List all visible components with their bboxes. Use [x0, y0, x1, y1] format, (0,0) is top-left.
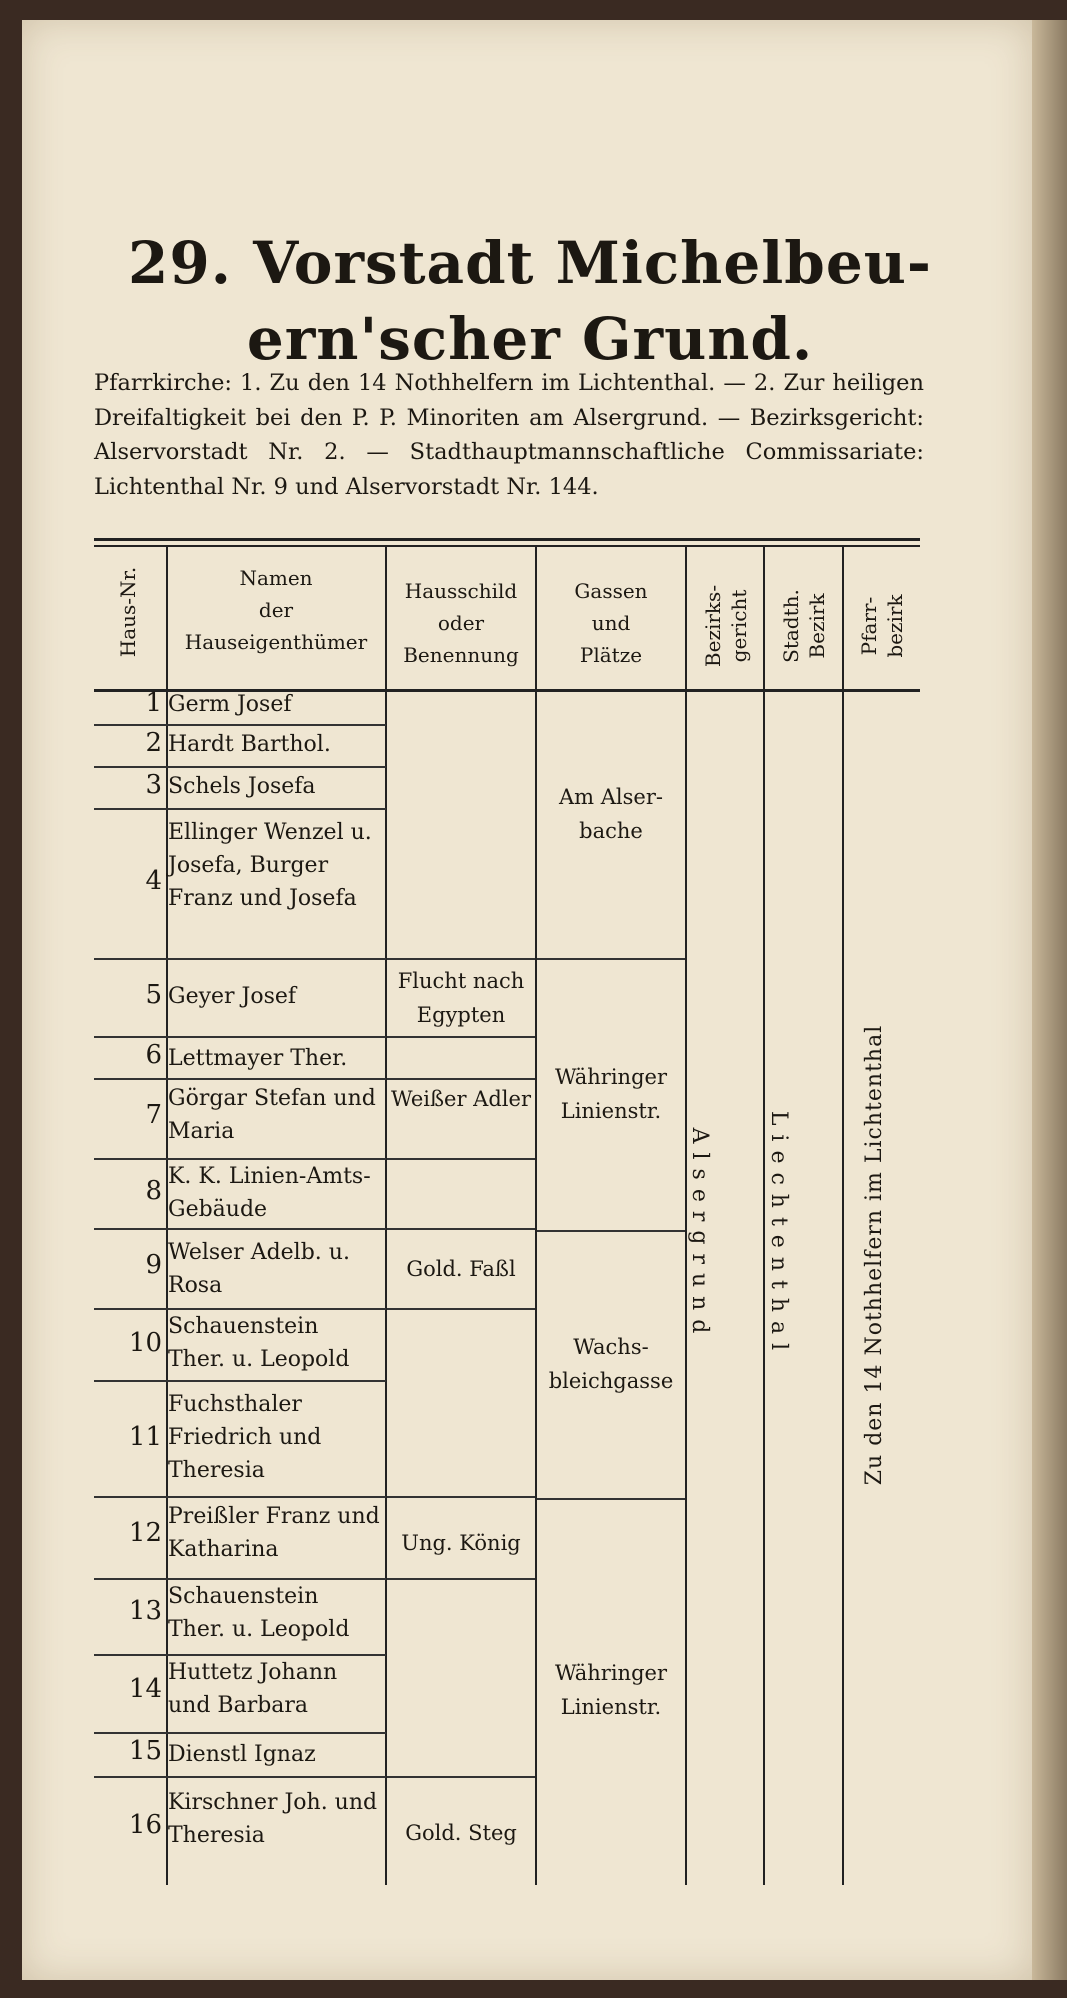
header-district: Stadth. Bezirk — [779, 589, 829, 663]
sign-sep — [387, 958, 535, 960]
row-sep — [94, 1228, 386, 1230]
owner-name: K. K. Linien-Amts-Gebäude — [168, 1164, 371, 1222]
house-number: 15 — [128, 1736, 162, 1766]
house-number: 13 — [128, 1596, 162, 1626]
page-edge — [1032, 20, 1067, 1980]
sign-sep — [387, 1228, 535, 1230]
house-number: 1 — [145, 688, 162, 718]
house-sign: Weißer Adler — [391, 1087, 531, 1111]
table-top-rule-2 — [94, 545, 920, 547]
header-house-no: Haus-Nr. — [116, 566, 140, 658]
row-sep — [94, 1732, 386, 1734]
house-number: 4 — [145, 866, 162, 896]
house-sign: Gold. Steg — [405, 1821, 517, 1845]
street-name: Währinger Linienstr. — [555, 1065, 667, 1123]
owner-name: Ellinger Wenzel u. Josefa, Burger Franz und Josefa — [168, 820, 372, 911]
owner-name: Dienstl Ignaz — [168, 1742, 316, 1767]
parish-value: Zu den 14 Nothhelfern im Lichtenthal — [862, 1024, 887, 1486]
header-streets: Gassen und Plätze — [574, 579, 648, 667]
house-number: 9 — [145, 1250, 162, 1280]
house-number: 8 — [145, 1176, 162, 1206]
court-value: Alsergrund — [687, 1127, 712, 1343]
street-name: Wachs-bleichgasse — [548, 1335, 674, 1393]
title-line-2: ern'scher Grund. — [246, 305, 814, 373]
sign-sep — [387, 1158, 535, 1160]
owner-name: Geyer Josef — [168, 984, 297, 1009]
sign-sep — [387, 1496, 535, 1498]
owner-name: Schauenstein Ther. u. Leopold — [168, 1584, 350, 1642]
header-court: Bezirks- gericht — [701, 584, 751, 668]
owner-name: Schels Josefa — [168, 774, 316, 799]
col-line-2 — [385, 545, 387, 1885]
owner-name: Kirschner Joh. und Theresia — [168, 1790, 378, 1848]
house-number: 16 — [128, 1810, 162, 1840]
sign-sep — [387, 1308, 535, 1310]
row-sep — [94, 1036, 386, 1038]
street-name: Am Alser-bache — [559, 785, 663, 843]
owner-name: Huttetz Johann und Barbara — [168, 1660, 338, 1718]
owner-name: Schauenstein Ther. u. Leopold — [168, 1314, 350, 1372]
house-number: 6 — [145, 1040, 162, 1070]
house-number: 10 — [128, 1328, 162, 1358]
header-owners: Namen der Hauseigenthümer — [184, 566, 368, 654]
row-sep — [94, 1776, 386, 1778]
district-value: Liechtenthal — [766, 1110, 791, 1360]
owner-name: Fuchsthaler Friedrich und Theresia — [168, 1392, 322, 1483]
owner-name: Hardt Barthol. — [168, 732, 331, 757]
house-sign: Ung. König — [401, 1531, 521, 1555]
row-sep — [94, 1380, 386, 1382]
house-number: 7 — [145, 1100, 162, 1130]
sign-sep — [387, 1036, 535, 1038]
street-sep — [537, 1230, 685, 1232]
table-top-rule — [94, 538, 920, 541]
sign-sep — [387, 1578, 535, 1580]
sign-sep — [387, 1078, 535, 1080]
house-number: 11 — [128, 1422, 162, 1452]
house-number: 14 — [128, 1674, 162, 1704]
row-sep — [94, 766, 386, 768]
col-line-6 — [842, 545, 844, 1885]
intro-paragraph: Pfarrkirche: 1. Zu den 14 Nothhelfern im Lichtenthal. — 2. Zur heiligen Dreifaltigkeit bei den P. P. Minoriten am Alsergrund. — Bezirksgericht: Alservorstadt Nr. 2. — Stadthauptmannschaftliche Commissariate: Lichtenthal Nr. 9 und Alservorstadt Nr. 144. — [94, 370, 924, 500]
header-parish: Pfarr- bezirk — [857, 594, 907, 658]
house-number: 2 — [145, 728, 162, 758]
row-sep — [94, 808, 386, 810]
owner-name: Germ Josef — [168, 692, 292, 717]
row-sep — [94, 958, 386, 960]
owner-name: Preißler Franz und Katharina — [168, 1504, 380, 1562]
house-sign: Gold. Faßl — [406, 1257, 516, 1281]
sign-sep — [387, 1776, 535, 1778]
house-number: 5 — [145, 980, 162, 1010]
house-sign: Flucht nach Egypten — [397, 969, 525, 1027]
row-sep — [94, 724, 386, 726]
owner-name: Lettmayer Ther. — [168, 1046, 348, 1071]
header-house-sign: Hausschild oder Benennung — [403, 579, 519, 667]
house-number: 12 — [128, 1518, 162, 1548]
owner-name: Welser Adelb. u. Rosa — [168, 1240, 350, 1298]
row-sep — [94, 1496, 386, 1498]
street-sep — [537, 958, 685, 960]
street-sep — [537, 1498, 685, 1500]
title-line-1: 29. Vorstadt Michelbeu- — [128, 229, 932, 297]
page-title — [100, 225, 960, 377]
house-number: 3 — [145, 770, 162, 800]
row-sep — [94, 1078, 386, 1080]
street-name: Währinger Linienstr. — [555, 1661, 667, 1719]
owner-name: Görgar Stefan und Maria — [168, 1086, 376, 1144]
